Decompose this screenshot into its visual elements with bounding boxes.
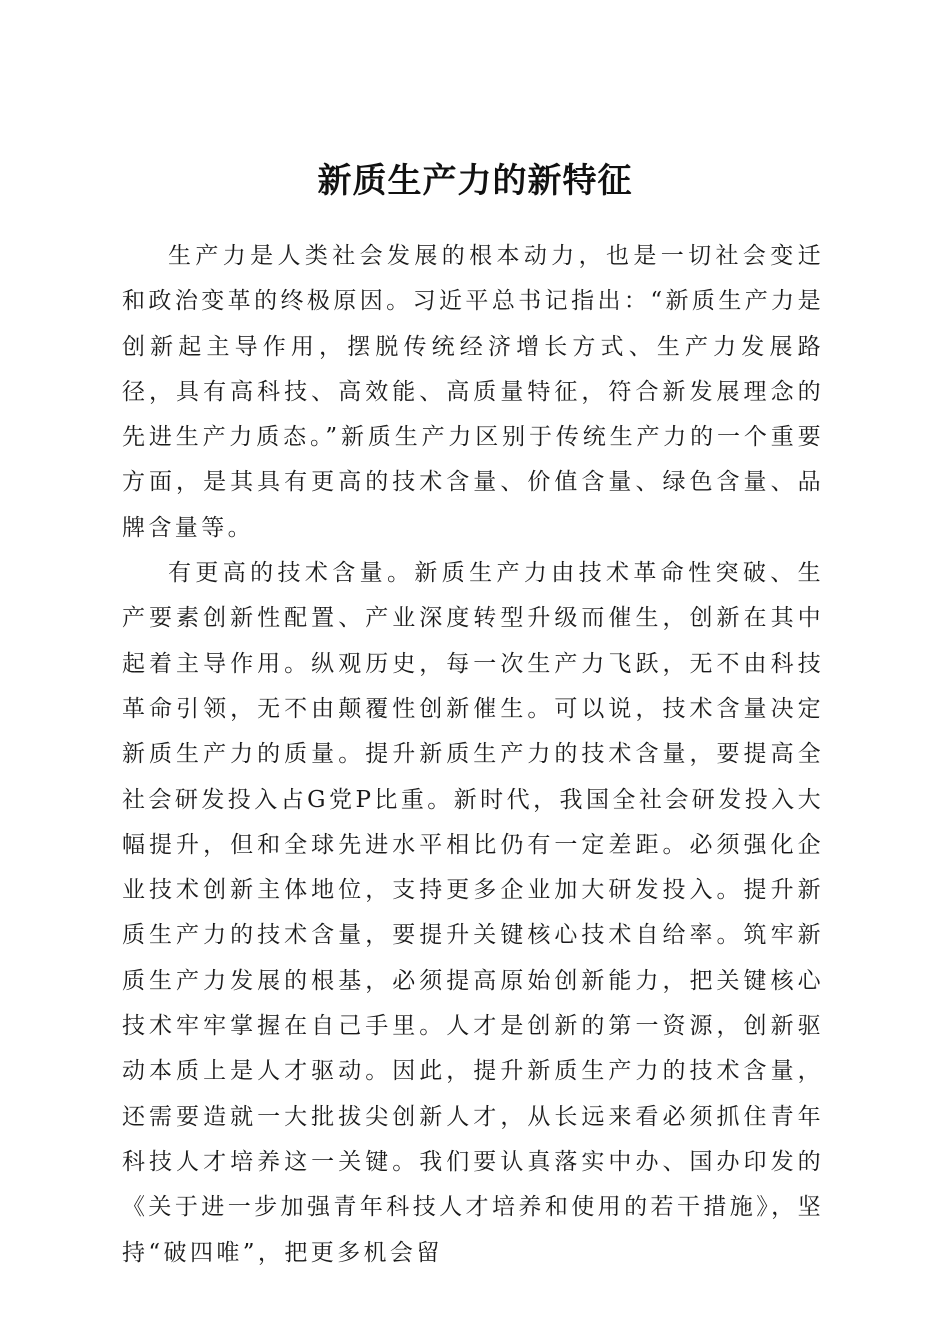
document-title: 新质生产力的新特征 (317, 160, 633, 201)
paragraph-technology-content: 有更高的技术含量。新质生产力由技术革命性突破、生产要素创新性配置、产业深度转型升级而催生，创新在其中起着主导作用。纵观历史，每一次生产力飞跃，无不由科技革命引领，无不由颠覆性创新催生。可以说，技术含量决定新质生产力的质量。提升新质生产力的技术含量，要提高全社会研发投入占G党P比重。新时代，我国全社会研发投入大幅提升，但和全球先进水平相比仍有一定差距。必须强化企业技术创新主体地位，支持更多企业加大研发投入。提升新质生产力的技术含量，要提升关键核心技术自给率。筑牢新质生产力发展的根基，必须提高原始创新能力，把关键核心技术牢牢掌握在自己手里。人才是创新的第一资源，创新驱动本质上是人才驱动。因此，提升新质生产力的技术含量，还需要造就一大批拔尖创新人才，从长远来看必须抓住青年科技人才培养这一关键。我们要认真落实中办、国办印发的《关于进一步加强青年科技人才培养和使用的若干措施》，坚持“破四唯”，把更多机会留 (122, 560, 824, 1266)
document-body (122, 234, 824, 1276)
paragraph-intro: 生产力是人类社会发展的根本动力，也是一切社会变迁和政治变革的终极原因。习近平总书记指出：“新质生产力是创新起主导作用，摆脱传统经济增长方式、生产力发展路径，具有高科技、高效能、高质量特征，符合新发展理念的先进生产力质态。”新质生产力区别于传统生产力的一个重要方面，是其具有更高的技术含量、价值含量、绿色含量、品牌含量等。 (122, 243, 824, 541)
